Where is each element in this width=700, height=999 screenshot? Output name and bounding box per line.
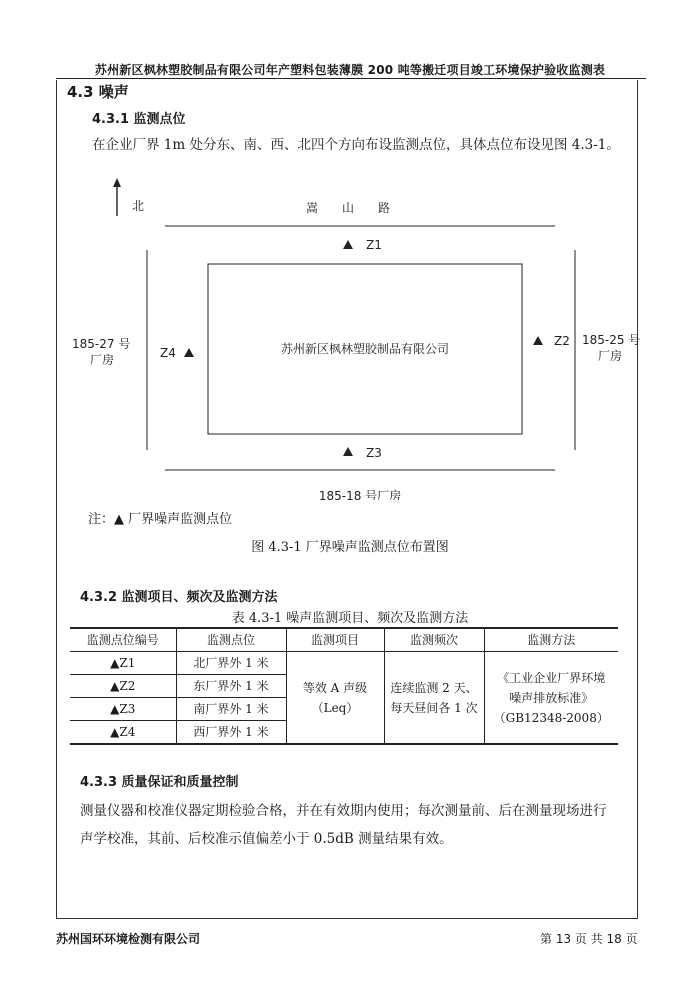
monitoring-points-text: 在企业厂界 1m 处分东、南、西、北四个方向布设监测点位，具体点位布设见图 4.3-1。 bbox=[92, 137, 620, 153]
point-location-cell: 东厂界外 1 米 bbox=[176, 675, 286, 698]
column-header: 监测项目 bbox=[286, 628, 384, 652]
triangle-marker-icon bbox=[343, 447, 353, 456]
quality-control-text-line2: 声学校准，其前、后校准示值偏差小于 0.5dB 测量结果有效。 bbox=[80, 831, 453, 847]
point-z4-label: Z4 bbox=[160, 346, 176, 360]
west-building-label-line2: 厂房 bbox=[90, 353, 115, 367]
triangle-marker-icon bbox=[184, 348, 194, 357]
subsection-title-quality-control: 4.3.3 质量保证和质量控制 bbox=[80, 775, 239, 790]
monitoring-method-cell bbox=[484, 652, 618, 745]
monitoring-method-line: 噪声排放标准》 bbox=[509, 690, 594, 705]
monitoring-method-line: 《工业企业厂界环境 bbox=[497, 670, 606, 685]
table-header-row bbox=[70, 628, 618, 652]
noise-monitoring-table bbox=[70, 627, 618, 745]
point-id-cell: ▲Z4 bbox=[70, 721, 176, 745]
table-caption: 表 4.3-1 噪声监测项目、频次及监测方法 bbox=[231, 611, 469, 626]
point-z1-label: Z1 bbox=[366, 238, 382, 252]
point-id-cell: ▲Z3 bbox=[70, 698, 176, 721]
monitoring-point-layout-diagram bbox=[70, 170, 640, 500]
monitoring-frequency-cell bbox=[384, 652, 484, 745]
quality-control-text-line1: 测量仪器和校准仪器定期检验合格，并在有效期内使用；每次测量前、后在测量现场进行 bbox=[80, 803, 607, 819]
monitoring-item-line: 等效 A 声级 bbox=[302, 680, 368, 695]
document-header-title: 苏州新区枫林塑胶制品有限公司年产塑料包装薄膜 200 吨等搬迁项目竣工环境保护验收监测表 bbox=[94, 63, 606, 77]
north-label: 北 bbox=[132, 199, 145, 213]
column-header: 监测点位 bbox=[176, 628, 286, 652]
monitoring-frequency-line: 连续监测 2 天、 bbox=[390, 680, 478, 695]
column-header: 监测点位编号 bbox=[70, 628, 176, 652]
figure-caption: 图 4.3-1 厂界噪声监测点位布置图 bbox=[251, 540, 449, 555]
footer-page-number: 第 13 页 共 18 页 bbox=[540, 932, 638, 946]
subsection-title-monitoring-points: 4.3.1 监测点位 bbox=[92, 112, 186, 127]
point-z2-label: Z2 bbox=[554, 334, 570, 348]
point-id-cell: ▲Z2 bbox=[70, 675, 176, 698]
monitoring-item-line: （Leq） bbox=[311, 700, 359, 715]
north-arrow-icon bbox=[113, 178, 121, 216]
company-name: 苏州新区枫林塑胶制品有限公司 bbox=[280, 342, 450, 356]
point-location-cell: 北厂界外 1 米 bbox=[176, 652, 286, 675]
road-label: 嵩 山 路 bbox=[305, 201, 391, 215]
footer-organization: 苏州国环环境检测有限公司 bbox=[56, 932, 201, 946]
section-title: 4.3 噪声 bbox=[67, 83, 129, 101]
point-id-cell: ▲Z1 bbox=[70, 652, 176, 675]
monitoring-item-cell bbox=[286, 652, 384, 745]
point-location-cell: 西厂界外 1 米 bbox=[176, 721, 286, 745]
figure-note: 注：▲ 厂界噪声监测点位 bbox=[88, 512, 233, 527]
monitoring-frequency-line: 每天昼间各 1 次 bbox=[390, 700, 478, 715]
point-z3-label: Z3 bbox=[366, 446, 382, 460]
point-location-cell: 南厂界外 1 米 bbox=[176, 698, 286, 721]
triangle-marker-icon bbox=[533, 336, 543, 345]
monitoring-method-line: （GB12348-2008） bbox=[493, 710, 609, 725]
triangle-marker-icon bbox=[343, 240, 353, 249]
column-header: 监测方法 bbox=[484, 628, 618, 652]
table-row bbox=[70, 652, 618, 675]
west-building-label-line1: 185-27 号 bbox=[72, 337, 131, 351]
east-building-label-line2: 厂房 bbox=[598, 349, 623, 363]
header-divider bbox=[56, 78, 646, 79]
south-building-label: 185-18 号厂房 bbox=[318, 489, 402, 500]
column-header: 监测频次 bbox=[384, 628, 484, 652]
east-building-label-line1: 185-25 号 bbox=[582, 333, 640, 347]
subsection-title-monitoring-items: 4.3.2 监测项目、频次及监测方法 bbox=[80, 590, 278, 605]
